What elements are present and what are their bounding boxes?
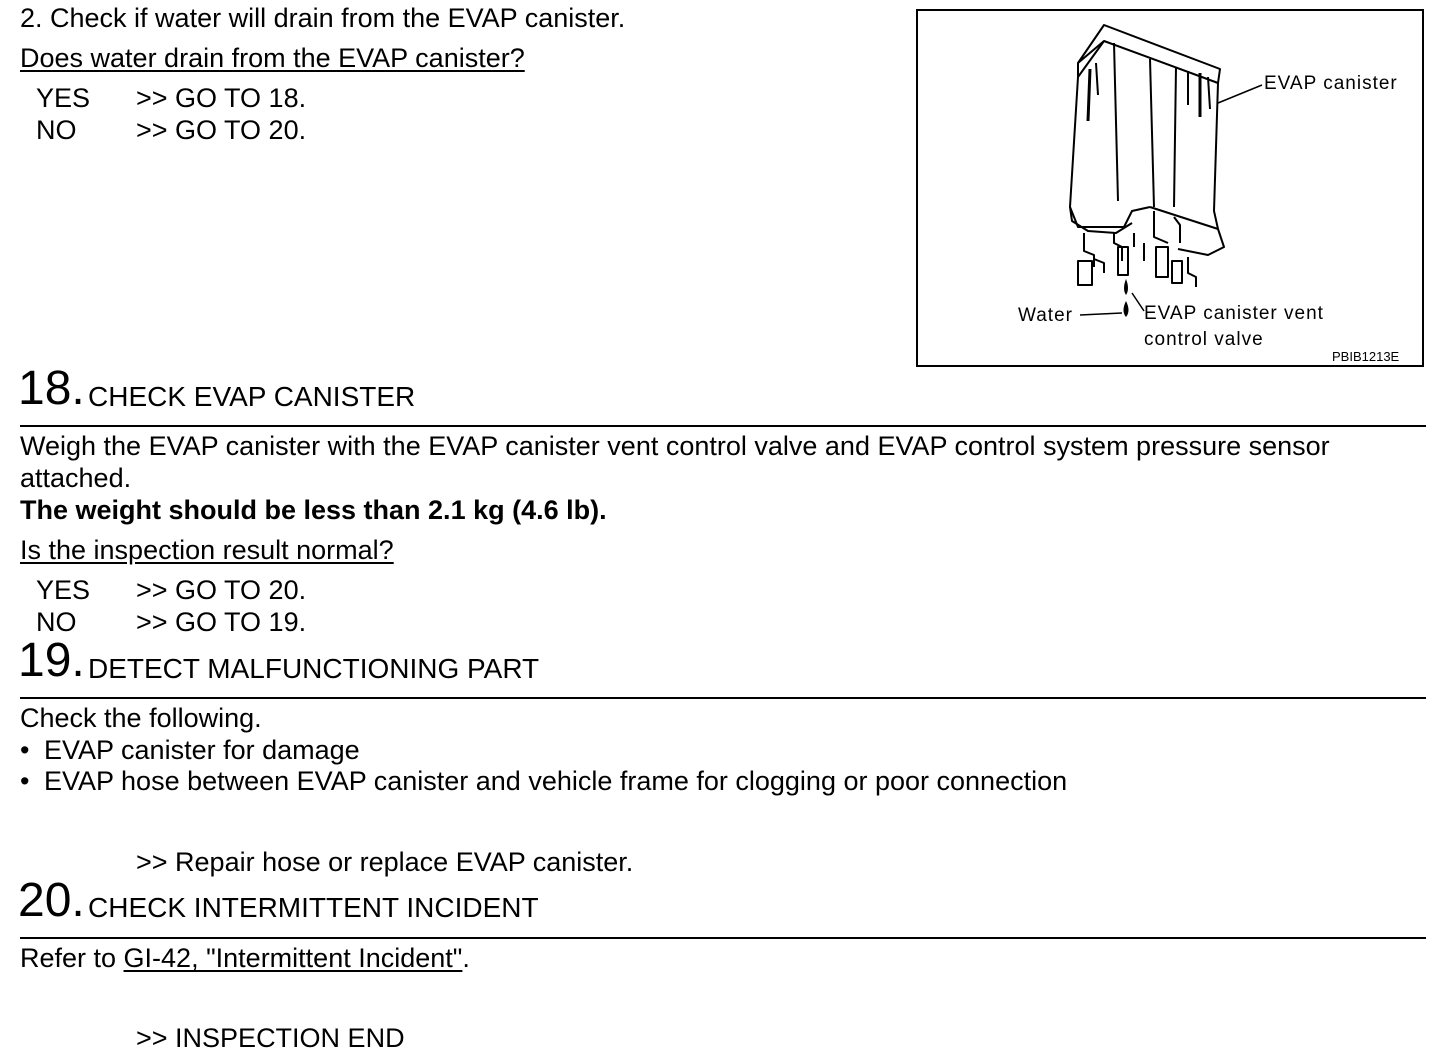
- step-20-divider: [20, 937, 1426, 939]
- step-18-no-label: NO: [36, 607, 77, 637]
- step-19-number: 19.: [18, 634, 85, 687]
- figure-label-water: Water: [1018, 305, 1073, 326]
- step-2-no-label: NO: [36, 115, 77, 145]
- figure-label-vent-valve-line2: control valve: [1144, 329, 1264, 350]
- bullet-icon: •: [20, 735, 30, 765]
- step-20-number: 20.: [18, 874, 85, 927]
- step-2-question: Does water drain from the EVAP canister?: [20, 43, 525, 73]
- step-20-refer-suffix: .: [462, 943, 470, 973]
- step-18-question: Is the inspection result normal?: [20, 535, 394, 565]
- figure-label-vent-valve-line1: EVAP canister vent: [1144, 303, 1324, 324]
- step-2-instruction: 2. Check if water will drain from the EVAP canister.: [20, 3, 626, 33]
- step-19-bullet-2: EVAP hose between EVAP canister and vehicle frame for clogging or poor connection: [44, 766, 1068, 796]
- gi-42-intermittent-incident-link[interactable]: GI-42, "Intermittent Incident": [123, 943, 463, 973]
- step-18-yes-label: YES: [36, 575, 91, 605]
- bullet-icon: •: [20, 766, 30, 796]
- step-19-bullet-1: EVAP canister for damage: [44, 735, 360, 765]
- step-18-divider: [20, 425, 1426, 427]
- step-20-title: CHECK INTERMITTENT INCIDENT: [88, 892, 539, 923]
- step-19-title: DETECT MALFUNCTIONING PART: [88, 653, 540, 684]
- step-19-divider: [20, 697, 1426, 699]
- step-18-no-action: >> GO TO 19.: [136, 607, 307, 637]
- step-2-yes-action: >> GO TO 18.: [136, 83, 307, 113]
- figure-label-evap-canister: EVAP canister: [1264, 73, 1398, 94]
- figure-code: PBIB1213E: [1332, 349, 1400, 364]
- step-20-action: >> INSPECTION END: [136, 1023, 405, 1053]
- step-2-yes-label: YES: [36, 83, 91, 113]
- evap-canister-figure: [916, 9, 1424, 367]
- step-20-refer: [20, 942, 470, 974]
- step-18-body-line2: attached.: [20, 463, 132, 493]
- step-2-no-action: >> GO TO 20.: [136, 115, 307, 145]
- step-19-intro: Check the following.: [20, 703, 262, 733]
- step-20-refer-prefix: Refer to: [20, 943, 124, 973]
- step-18-number: 18.: [18, 362, 85, 415]
- step-19-action: >> Repair hose or replace EVAP canister.: [136, 847, 634, 877]
- step-18-spec: The weight should be less than 2.1 kg (4.6 lb).: [20, 495, 607, 525]
- step-18-body-line1: Weigh the EVAP canister with the EVAP canister vent control valve and EVAP control system pressure sensor: [20, 431, 1330, 461]
- step-18-title: CHECK EVAP CANISTER: [88, 381, 416, 412]
- step-18-yes-action: >> GO TO 20.: [136, 575, 307, 605]
